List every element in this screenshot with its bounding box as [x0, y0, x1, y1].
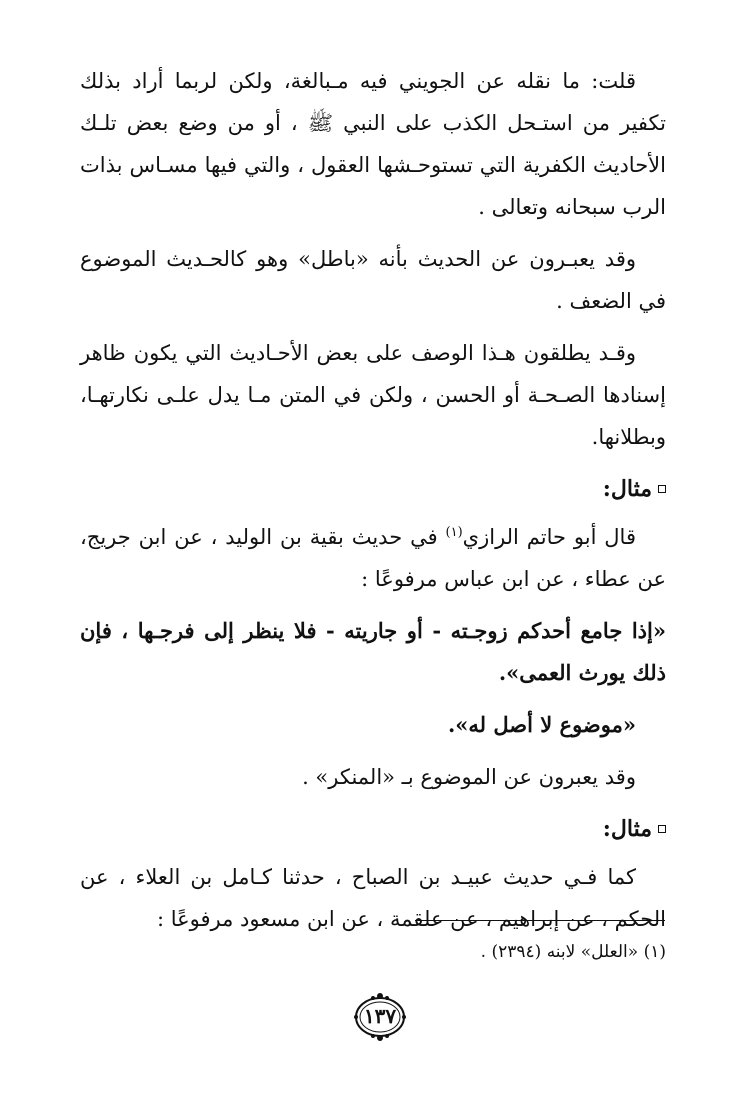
example-1-intro-before: قال أبو حاتم الرازي [462, 525, 636, 549]
page-number: ١٣٧ [363, 1004, 397, 1028]
example-1-intro-after: في حديث بقية بن الوليد ، عن ابن جريج، عن عطاء ، عن ابن عباس مرفوعًا : [80, 525, 666, 591]
example-heading-1 [80, 468, 666, 510]
example-1-hadith: «إذا جامع أحدكم زوجـته - أو جاريته - فلا ينظر إلى فرجـها ، فإن ذلك يورث العمى». [80, 618, 666, 685]
paragraph-1: قلت: ما نقله عن الجويني فيه مـبالغة، ولكن لربما أراد بذلك تكفير من استـحل الكذب على النبي ﷺ ، أو من وضع بعض تلـك الأحاديث الكفرية التي تستوحـشها العقول ، والتي فيها مسـاس بذات الرب سبحانه وتعالى . [80, 69, 666, 219]
footnote: (١) «العلل» لابنه (٢٣٩٤) . [480, 942, 666, 962]
example-1-intro [80, 516, 666, 600]
example-heading-2 [80, 808, 666, 850]
example-heading-label: مثال: [602, 816, 652, 842]
example-heading-label: مثال: [602, 476, 652, 502]
square-bullet-icon [658, 825, 666, 833]
paragraph-3: وقـد يطلقون هـذا الوصف على بعض الأحـاديث التي يكون ظاهر إسنادها الصـحـة أو الحسن ، ولكن في المتن مـا يدل علـى نكارتهـا، وبطلانها. [80, 341, 666, 449]
example-1-ruling: «موضوع لا أصل له». [447, 712, 636, 737]
footnote-reference[interactable]: (١) [445, 525, 463, 540]
munkar-sentence: وقد يعبرون عن الموضوع بـ «المنكر» . [302, 765, 636, 789]
paragraph-2: وقد يعبـرون عن الحديث بأنه «باطل» وهو كالحـديث الموضوع في الضعف . [80, 247, 666, 313]
main-text [80, 60, 666, 950]
example-2-text: كما فـي حديث عبيـد بن الصباح ، حدثنا كـامل بن العلاء ، عن الحكم ، عن إبراهيم ، عن علقمة ، عن ابن مسعود مرفوعًا : [80, 865, 666, 931]
footnote-divider [415, 920, 665, 921]
square-bullet-icon [658, 485, 666, 493]
